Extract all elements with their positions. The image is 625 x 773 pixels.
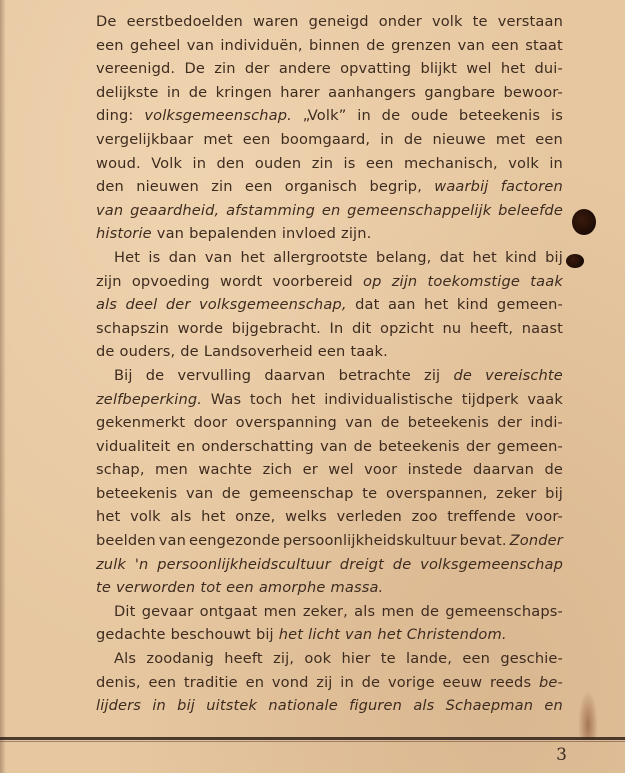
word: het [500,60,526,78]
word: Schaepman [445,697,534,715]
text-line [96,152,563,176]
word: heeft [224,650,263,668]
text-line [96,222,563,246]
text-line [96,553,563,577]
word: een [242,130,271,148]
word: zijn [96,272,122,290]
word: de [366,36,385,54]
text-line [96,10,563,34]
word: een [317,343,346,361]
word: een [535,130,563,148]
word: vaak [527,390,563,408]
paper-damage-hole [566,254,584,268]
word: te [96,579,112,597]
word: aan [387,296,416,314]
word: de [145,366,165,384]
word: betrachte [338,366,411,384]
word: en [176,437,196,455]
word: Als [114,650,137,668]
word: zijn. [341,225,372,243]
word: wel [466,60,492,78]
word: bevat. [459,532,507,550]
word: een [365,154,394,172]
text-line [96,364,563,388]
word: de [453,366,472,384]
word: invloed [281,225,337,243]
word: voor [364,461,398,479]
word: zin [211,178,233,196]
word: de [96,343,115,361]
word: opzicht [379,319,434,337]
word: traditie [183,673,238,691]
word: volk [431,13,463,30]
word: boomgaard, [280,130,371,148]
word: het [96,508,121,526]
word: factoren [500,178,563,196]
word: tijdperk [461,390,519,408]
word: De [96,13,117,30]
text-line [96,505,563,529]
word: van [457,36,485,54]
word: volksgemeenschap, [199,296,347,314]
word: zin [214,60,236,78]
word: gemeenschaps- [445,602,563,620]
word: lijders [96,697,142,715]
word: binnen [309,36,360,54]
word: schap, [96,461,145,479]
word: gangbare [424,83,496,101]
word: De [184,60,205,78]
word: staat [525,36,563,54]
word: andere [278,60,331,78]
word: individuën, [220,36,303,54]
word: een [148,673,177,691]
word: nieuwen [136,178,199,196]
word: beteekenis [458,107,541,125]
word: het [291,390,316,408]
word: worde [177,319,224,337]
word: in [340,673,354,691]
word: beschouwt [170,626,251,644]
word: ouders, [119,343,176,361]
word: het [472,248,497,266]
body-text [96,10,563,718]
word: dat [355,296,380,314]
word: is [148,248,161,266]
word: der [244,60,270,78]
word: en [544,697,563,715]
word: Dit [114,602,136,620]
word: der [497,414,522,432]
word: individualistische [324,390,454,408]
word: belang, [376,248,432,266]
word: beleefde [498,201,563,219]
word: geheel [130,36,181,54]
word: vervulling [177,366,252,384]
word: en [321,201,341,219]
word: door [193,414,228,432]
word: afstamming [226,201,315,219]
paper-damage-hole [572,209,596,235]
word: dit [351,319,372,337]
word: de [380,414,400,432]
text-line [96,623,563,647]
word: als [170,508,192,526]
page-number: 3 [556,745,567,765]
word: zin [311,154,334,172]
word: historie [96,225,152,243]
word: Het [114,248,141,266]
word: instede [407,461,463,479]
word: en [245,673,265,691]
word: reeds [489,673,532,691]
word: onderschatting [201,437,314,455]
word: van [158,532,187,550]
word: zelfbeperking. [96,390,203,408]
word: voor- [525,508,563,526]
word: gemeenschappelijk [347,201,492,219]
word: beteekenis [378,437,460,455]
word: het [201,508,226,526]
word: toekomstige [427,272,521,290]
word: vidualiteit [96,437,171,455]
word: naast [521,319,563,337]
word: zij [316,673,333,691]
text-line [96,340,563,364]
word: onze, [235,508,276,526]
page-edge-shadow [0,0,6,773]
word: van [156,225,185,243]
footer-rule-thin [0,741,625,742]
text-line [96,647,563,671]
word: ontgaat [199,602,258,620]
text-line [96,57,563,81]
word: de [353,437,373,455]
word: in [192,154,207,172]
text-line [96,317,563,341]
word: vereenigd. [96,60,176,78]
word: zich [262,461,293,479]
text-line [96,34,563,58]
word: onder [378,13,422,30]
word: figuren [349,697,403,715]
word: beelden [96,532,156,550]
word: is [343,154,356,172]
word: gemeen- [496,296,563,314]
word: dreigt [339,555,384,573]
text-line [96,128,563,152]
word: begrip, [369,178,422,196]
word: als [413,697,435,715]
word: den [96,178,124,196]
word: zeker [496,484,537,502]
word: eerstbedoelden [126,13,243,30]
word: toch [249,390,283,408]
word: nationale [268,697,338,715]
word: te [362,484,378,502]
word: kind [456,296,489,314]
word: welks [285,508,327,526]
word: als [96,296,118,314]
word: als [354,602,376,620]
word: heeft, [469,319,514,337]
word: zij [424,366,441,384]
word: dan [168,248,197,266]
word: Volk [151,154,183,172]
word: volk [130,508,161,526]
word: vorige [387,673,435,691]
word: taak [530,272,563,290]
word: gemeen- [496,437,563,455]
word: dat [439,248,465,266]
text-line [96,388,563,412]
word: In [329,319,344,337]
word: zeker, [302,602,348,620]
word: een [244,178,273,196]
word: voorbereid [272,272,353,290]
word: beteekenis [96,484,178,502]
paper-stain [578,690,598,740]
word: 'n [134,555,149,573]
word: het [423,296,449,314]
word: wachte [198,461,253,479]
word: hier [341,650,371,668]
word: opvatting [340,60,412,78]
word: beteekenis [407,414,489,432]
word: vond [271,673,309,691]
word: de [221,484,241,502]
word: gemeenschap [249,484,354,502]
word: van [185,484,214,502]
word: van [345,626,373,644]
text-line [96,435,563,459]
word: bijgebracht. [231,319,321,337]
word: zoo [411,508,438,526]
word: opvoeding [131,272,210,290]
word: oude [411,107,449,125]
word: de [180,343,199,361]
word: bij [255,626,274,644]
word: in [166,83,181,101]
word: de [381,107,401,125]
word: daarvan [472,461,535,479]
word: persoonlijkheidscultuur [157,555,331,573]
word: schapszin [96,319,170,337]
word: men [381,602,415,620]
word: taak. [350,343,388,361]
word: blijkt [420,60,457,78]
word: er [302,461,318,479]
word: lande, [406,650,453,668]
word: is [550,107,563,125]
word: indi- [530,414,563,432]
word: verleden [336,508,402,526]
word: uitstek [206,697,258,715]
word: de [403,130,423,148]
word: te [472,13,488,30]
word: van [186,36,215,54]
word: een [96,36,124,54]
word: kind [505,248,537,266]
word: van [204,248,233,266]
word: denis, [96,673,141,691]
word: Landsoverheid [203,343,313,361]
word: aanhangers [328,83,417,101]
text-line [96,175,563,199]
word: het [377,626,402,644]
word: zulk [96,555,127,573]
text-line [96,529,563,553]
word: op [362,272,382,290]
text-line [96,694,563,718]
word: te [380,650,396,668]
word: ook [304,650,332,668]
word: geschie- [500,650,563,668]
word: de [544,461,563,479]
word: in [380,130,394,148]
word: bij [177,697,195,715]
word: eeuw [442,673,483,691]
word: nu [442,319,462,337]
footer-rule [0,737,625,740]
word: van [320,437,348,455]
word: kringen [215,83,272,101]
word: bij [545,248,563,266]
word: het [240,248,265,266]
word: „Volk” [302,107,347,125]
word: men [263,602,297,620]
word: verworden [116,579,196,597]
word: mechanisch, [403,154,498,172]
word: bewoor- [503,83,563,101]
word: delijkste [96,83,159,101]
word: licht [308,626,341,644]
word: Zonder [509,532,563,550]
word: volksgemeenschap [420,555,563,573]
word: een [491,36,519,54]
word: woud. [96,154,141,172]
word: het [278,626,304,644]
word: de [361,673,381,691]
word: de [420,602,440,620]
word: wordt [219,272,263,290]
word: waarbij [434,178,489,196]
word: zijn [391,272,418,290]
word: organisch [284,178,358,196]
word: grenzen [391,36,452,54]
word: zoodanig [146,650,214,668]
word: overspanning [235,414,337,432]
text-line [96,104,563,128]
word: amorphe [258,579,326,597]
word: nieuwe [432,130,486,148]
word: dui- [534,60,563,78]
word: eengezonde [188,532,281,550]
text-line [96,293,563,317]
text-line [96,600,563,624]
word: de [188,83,208,101]
word: vereischte [485,366,563,384]
word: een [226,579,254,597]
text-line [96,458,563,482]
word: waren [252,13,299,30]
text-line [96,482,563,506]
word: wel [328,461,354,479]
word: vergelijkbaar [96,130,194,148]
word: daarvan [264,366,326,384]
word: van [96,201,124,219]
text-line [96,671,563,695]
word: men [155,461,188,479]
word: overspannen, [385,484,488,502]
word: in [152,697,166,715]
text-line [96,270,563,294]
word: met [495,130,526,148]
word: volksgemeenschap. [144,107,292,125]
word: der [465,437,491,455]
text-line [96,199,563,223]
word: gedachte [96,626,166,644]
word: be- [538,673,563,691]
word: gevaar [141,602,194,620]
word: Christendom. [406,626,507,644]
word: verstaan [497,13,563,30]
word: ouden [254,154,302,172]
word: bepalenden [189,225,277,243]
word: een [462,650,491,668]
word: in [549,154,563,172]
word: de [392,555,412,573]
word: met [203,130,233,148]
word: bij [545,484,563,502]
text-line [96,411,563,435]
word: der [165,296,191,314]
word: allergrootste [273,248,368,266]
text-line [96,576,563,600]
word: gekenmerkt [96,414,186,432]
word: Was [210,390,242,408]
word: treffende [447,508,516,526]
word: tot [200,579,222,597]
word: in [357,107,371,125]
word: massa. [330,579,384,597]
word: deel [125,296,158,314]
word: Bij [114,366,133,384]
word: geneigd [308,13,369,30]
word: harer [280,83,320,101]
text-line [96,246,563,270]
word: den [216,154,245,172]
word: persoonlijkheidskultuur [282,532,457,550]
word: van [345,414,373,432]
word: zij, [273,650,295,668]
word: ding: [96,107,134,125]
word: geaardheid, [130,201,220,219]
text-line [96,81,563,105]
word: volk [508,154,539,172]
